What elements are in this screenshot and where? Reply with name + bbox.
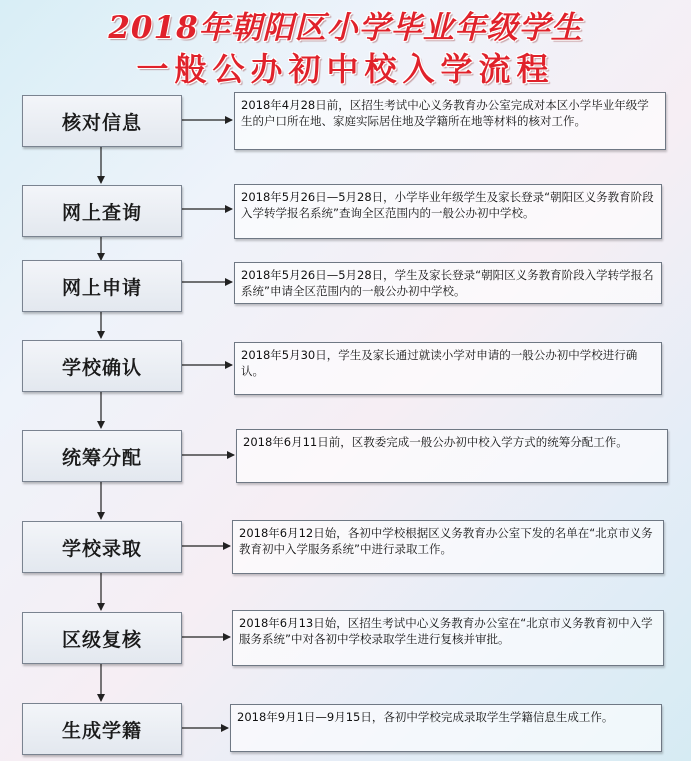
title-line-1: 2018年朝阳区小学毕业年级学生: [108, 10, 583, 46]
title-line-2: 一般公办初中校入学流程: [136, 50, 555, 88]
step-online-apply: 网上申请: [22, 260, 182, 312]
step-allocation: 统筹分配: [22, 430, 182, 482]
desc-verify-info: 2018年4月28日前，区招生考试中心义务教育办公室完成对本区小学毕业年级学生的户口所在地、家庭实际居住地及学籍所在地等材料的核对工作。: [234, 92, 666, 150]
desc-online-apply: 2018年5月26日—5月28日，学生及家长登录“朝阳区义务教育阶段入学转学报名系统”申请全区范围内的一般公办初中学校。: [234, 262, 662, 304]
step-verify-info: 核对信息: [22, 95, 182, 147]
step-school-confirm: 学校确认: [22, 340, 182, 392]
step-district-review: 区级复核: [22, 612, 182, 664]
desc-school-admission: 2018年6月12日始，各初中学校根据区义务教育办公室下发的名单在“北京市义务教育初中入学服务系统”中进行录取工作。: [232, 520, 664, 574]
desc-district-review: 2018年6月13日始，区招生考试中心义务教育办公室在“北京市义务教育初中入学服务系统”中对各初中学校录取学生进行复核并审批。: [232, 610, 664, 666]
step-school-admission: 学校录取: [22, 521, 182, 573]
desc-online-query: 2018年5月26日—5月28日，小学毕业年级学生及家长登录“朝阳区义务教育阶段入学转学报名系统”查询全区范围内的一般公办初中学校。: [234, 184, 662, 239]
step-generate-register: 生成学籍: [22, 703, 182, 755]
step-online-query: 网上查询: [22, 185, 182, 237]
desc-generate-register: 2018年9月1日—9月15日，各初中学校完成录取学生学籍信息生成工作。: [230, 704, 662, 752]
desc-school-confirm: 2018年5月30日，学生及家长通过就读小学对申请的一般公办初中学校进行确认。: [234, 342, 662, 395]
desc-allocation: 2018年6月11日前，区教委完成一般公办初中校入学方式的统筹分配工作。: [236, 429, 668, 483]
